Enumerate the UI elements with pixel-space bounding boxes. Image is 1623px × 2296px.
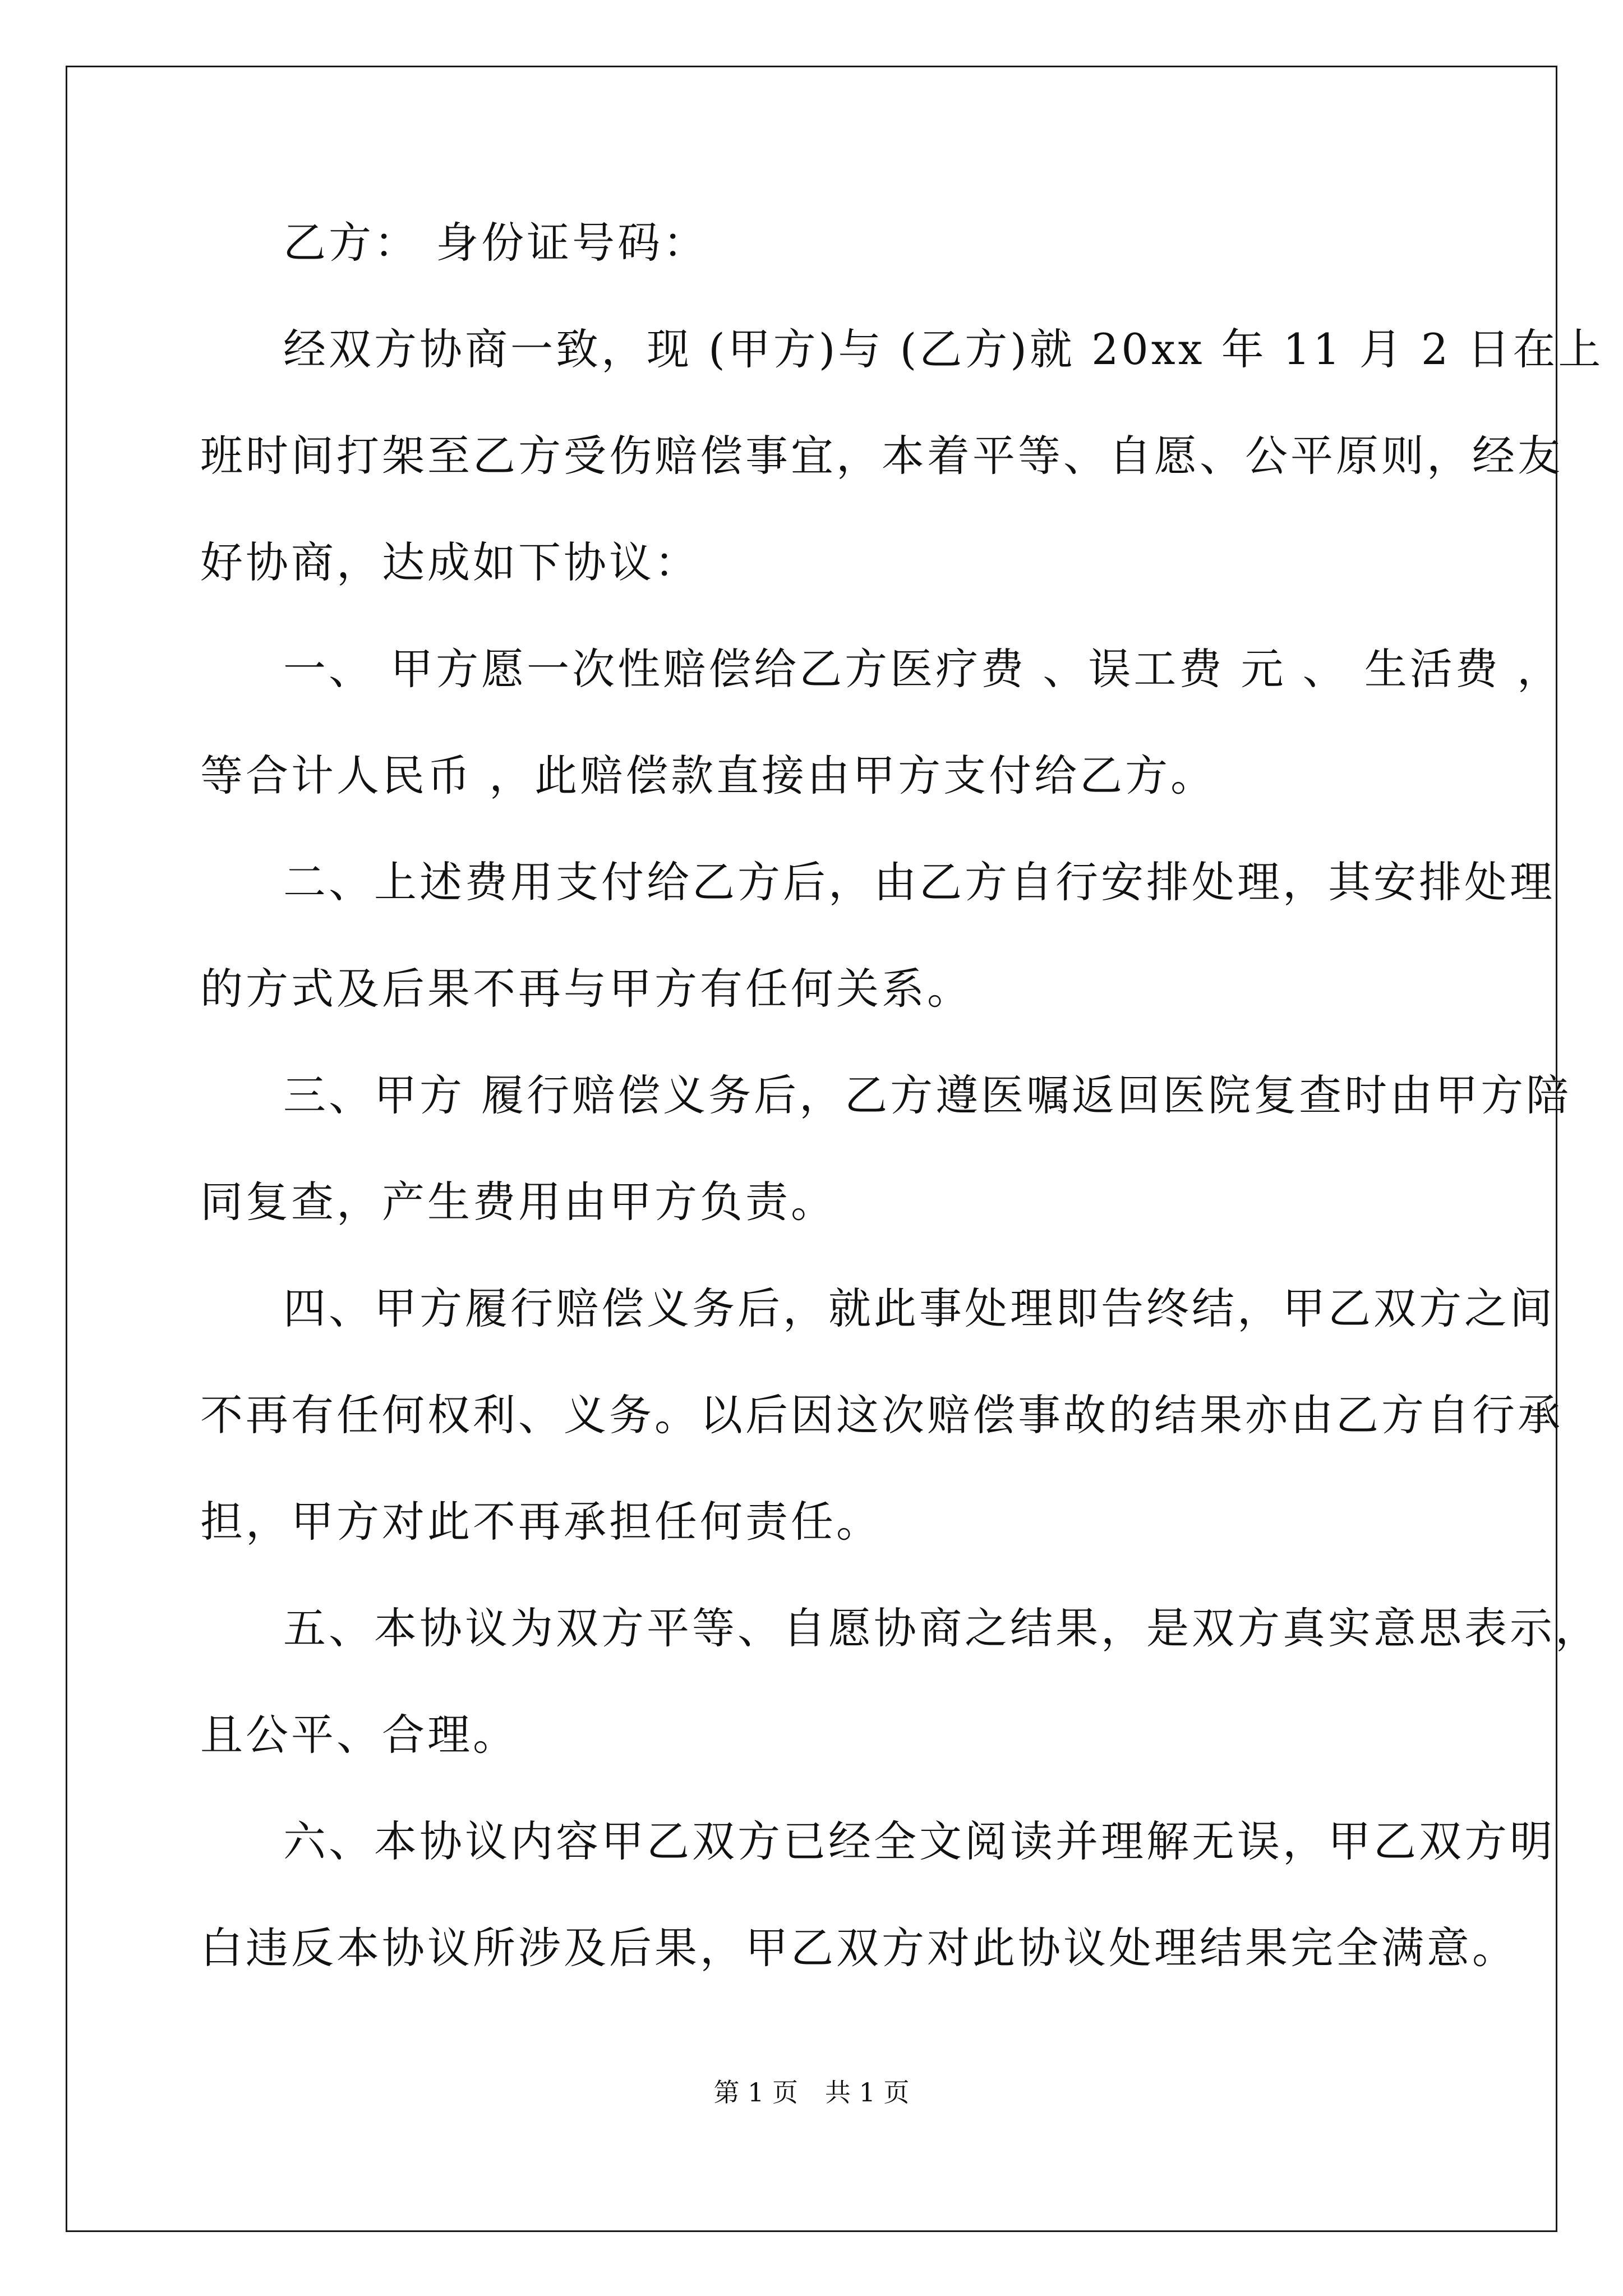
paragraph-intro-line-1: 经双方协商一致，现 (甲方)与 (乙方)就 20xx 年 11 月 2 日在上 (283, 324, 1604, 374)
clause-1-line-1: 一、 甲方愿一次性赔偿给乙方医疗费 、误工费 元 、 生活费 ， (283, 644, 1562, 694)
clause-2-line-1: 二、上述费用支付给乙方后，由乙方自行安排处理，其安排处理 (283, 857, 1555, 907)
paragraph-intro-line-3: 好协商，达成如下协议： (200, 537, 700, 587)
paragraph-intro-line-2: 班时间打架至乙方受伤赔偿事宜，本着平等、自愿、公平原则，经友 (200, 431, 1563, 481)
page-number-total: 共 1 页 (825, 2077, 910, 2108)
clause-5-line-2: 且公平、合理。 (200, 1710, 518, 1760)
page-footer (0, 2076, 1623, 2109)
clause-3-line-1: 三、甲方 履行赔偿义务后，乙方遵医嘱返回医院复查时由甲方陪 (283, 1070, 1572, 1120)
clause-4-line-3: 担，甲方对此不再承担任何责任。 (200, 1497, 882, 1547)
clause-5-line-1: 五、本协议为双方平等、自愿协商之结果，是双方真实意思表示， (283, 1603, 1601, 1653)
clause-6-line-1: 六、本协议内容甲乙双方已经全文阅读并理解无误，甲乙双方明 (283, 1816, 1555, 1866)
page-number-current: 第 1 页 (713, 2077, 798, 2108)
clause-4-line-2: 不再有任何权利、义务。以后因这次赔偿事故的结果亦由乙方自行承 (200, 1390, 1563, 1440)
clause-2-line-2: 的方式及后果不再与甲方有任何关系。 (200, 964, 972, 1014)
clause-4-line-1: 四、甲方履行赔偿义务后，就此事处理即告终结，甲乙双方之间 (283, 1283, 1555, 1333)
page-border (66, 66, 1557, 2232)
party-b-line: 乙方： 身份证号码： (283, 218, 709, 268)
clause-1-line-2: 等合计人民币 ，此赔偿款直接由甲方支付给乙方。 (200, 751, 1216, 800)
clause-3-line-2: 同复查，产生费用由甲方负责。 (200, 1177, 836, 1227)
clause-6-line-2: 白违反本协议所涉及后果，甲乙双方对此协议处理结果完全满意。 (200, 1923, 1518, 1973)
